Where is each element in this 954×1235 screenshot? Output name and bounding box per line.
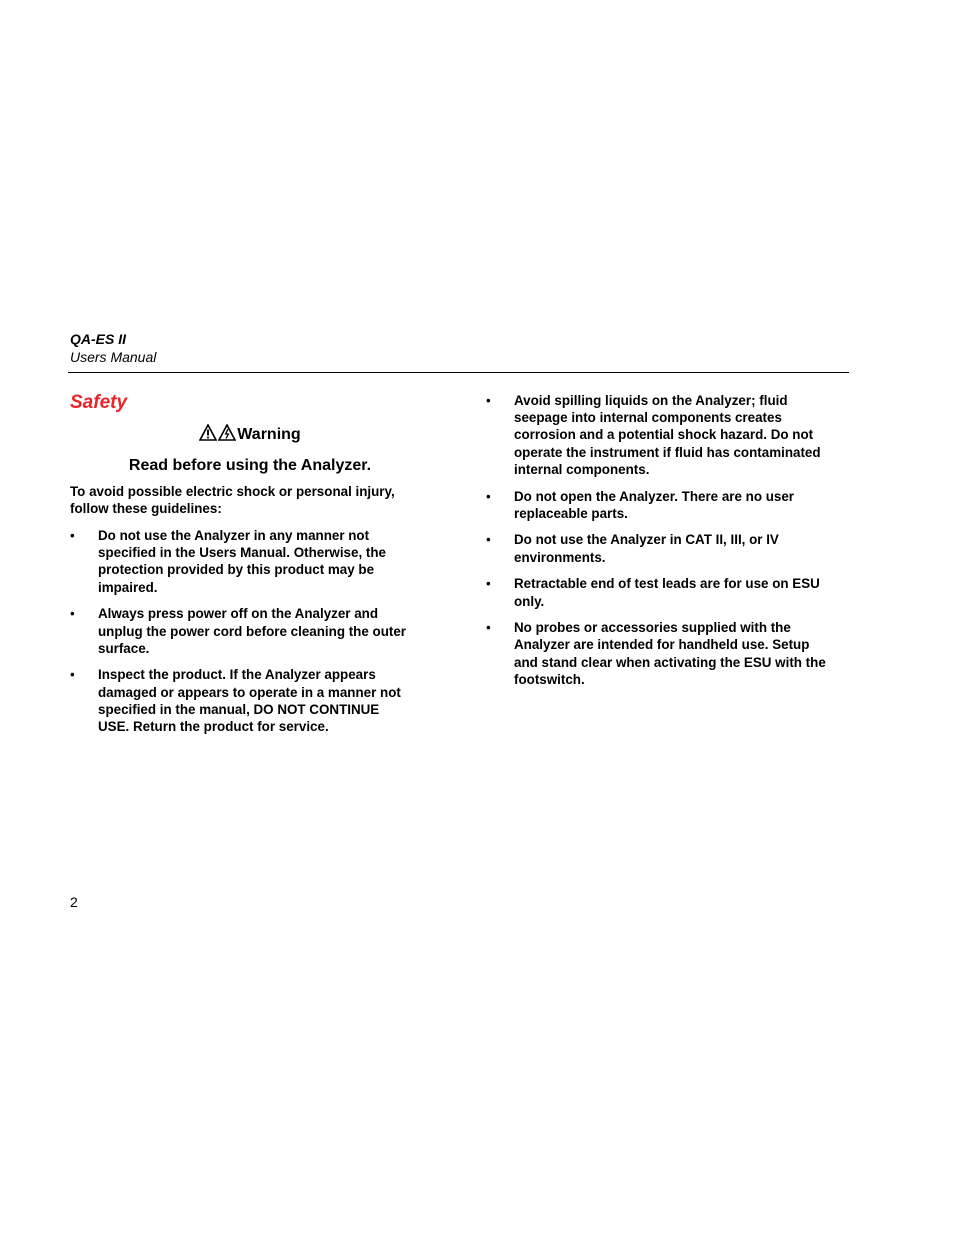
bullet: • — [70, 667, 75, 683]
list-item-text: Do not use the Analyzer in CAT II, III, or IV environments. — [514, 532, 779, 565]
header-divider — [68, 372, 849, 373]
list-item-text: Retractable end of test leads are for use on ESU only. — [514, 576, 820, 609]
list-item-text: Inspect the product. If the Analyzer appears damaged or appears to operate in a manner not specified in the manual, DO NOT CONTINUE USE. Return the product for service. — [98, 667, 401, 735]
page-number: 2 — [70, 894, 78, 910]
bullet: • — [70, 606, 75, 622]
bullet: • — [486, 488, 491, 504]
bullet: • — [486, 393, 491, 408]
list-item-text: Do not use the Analyzer in any manner not specified in the Users Manual. Otherwise, the protection provided by this product may be impaired. — [98, 528, 386, 595]
bullet: • — [486, 620, 491, 636]
warning-icons — [199, 424, 237, 447]
warning-heading — [70, 424, 430, 447]
list-item — [486, 392, 826, 478]
warning-intro: To avoid possible electric shock or personal injury, follow these guidelines: — [70, 484, 395, 517]
list-item-text: No probes or accessories supplied with the Analyzer are intended for handheld use. Setup and stand clear when activating the ESU with the footswitch. — [514, 620, 826, 687]
warning-triangle-icon — [199, 424, 217, 441]
section-title: Safety — [70, 392, 128, 413]
guidelines-list-left — [70, 527, 410, 745]
bullet: • — [70, 528, 75, 543]
header-product-name: QA-ES II — [70, 331, 127, 347]
list-item-text: Do not open the Analyzer. There are no user replaceable parts. — [514, 488, 795, 521]
list-item-text: Always press power off on the Analyzer and unplug the power cord before cleaning the outer surface. — [98, 606, 407, 656]
guidelines-list-right — [486, 392, 826, 698]
list-item — [70, 605, 410, 657]
list-item — [486, 575, 826, 609]
list-item — [70, 527, 410, 596]
list-item — [70, 666, 410, 735]
header-document-title: Users Manual — [70, 349, 157, 365]
bullet: • — [486, 576, 491, 592]
warning-subheading: Read before using the Analyzer. — [128, 457, 372, 474]
list-item — [486, 619, 826, 688]
warning-label: Warning — [237, 426, 301, 443]
list-item-text: Avoid spilling liquids on the Analyzer; fluid seepage into internal components creates corrosion and a potential shock hazard. Do not operate the instrument if fluid has contaminated internal components. — [514, 393, 821, 477]
electrical-hazard-triangle-icon — [218, 424, 236, 441]
bullet: • — [486, 532, 491, 548]
list-item — [486, 531, 826, 565]
list-item — [486, 488, 826, 522]
